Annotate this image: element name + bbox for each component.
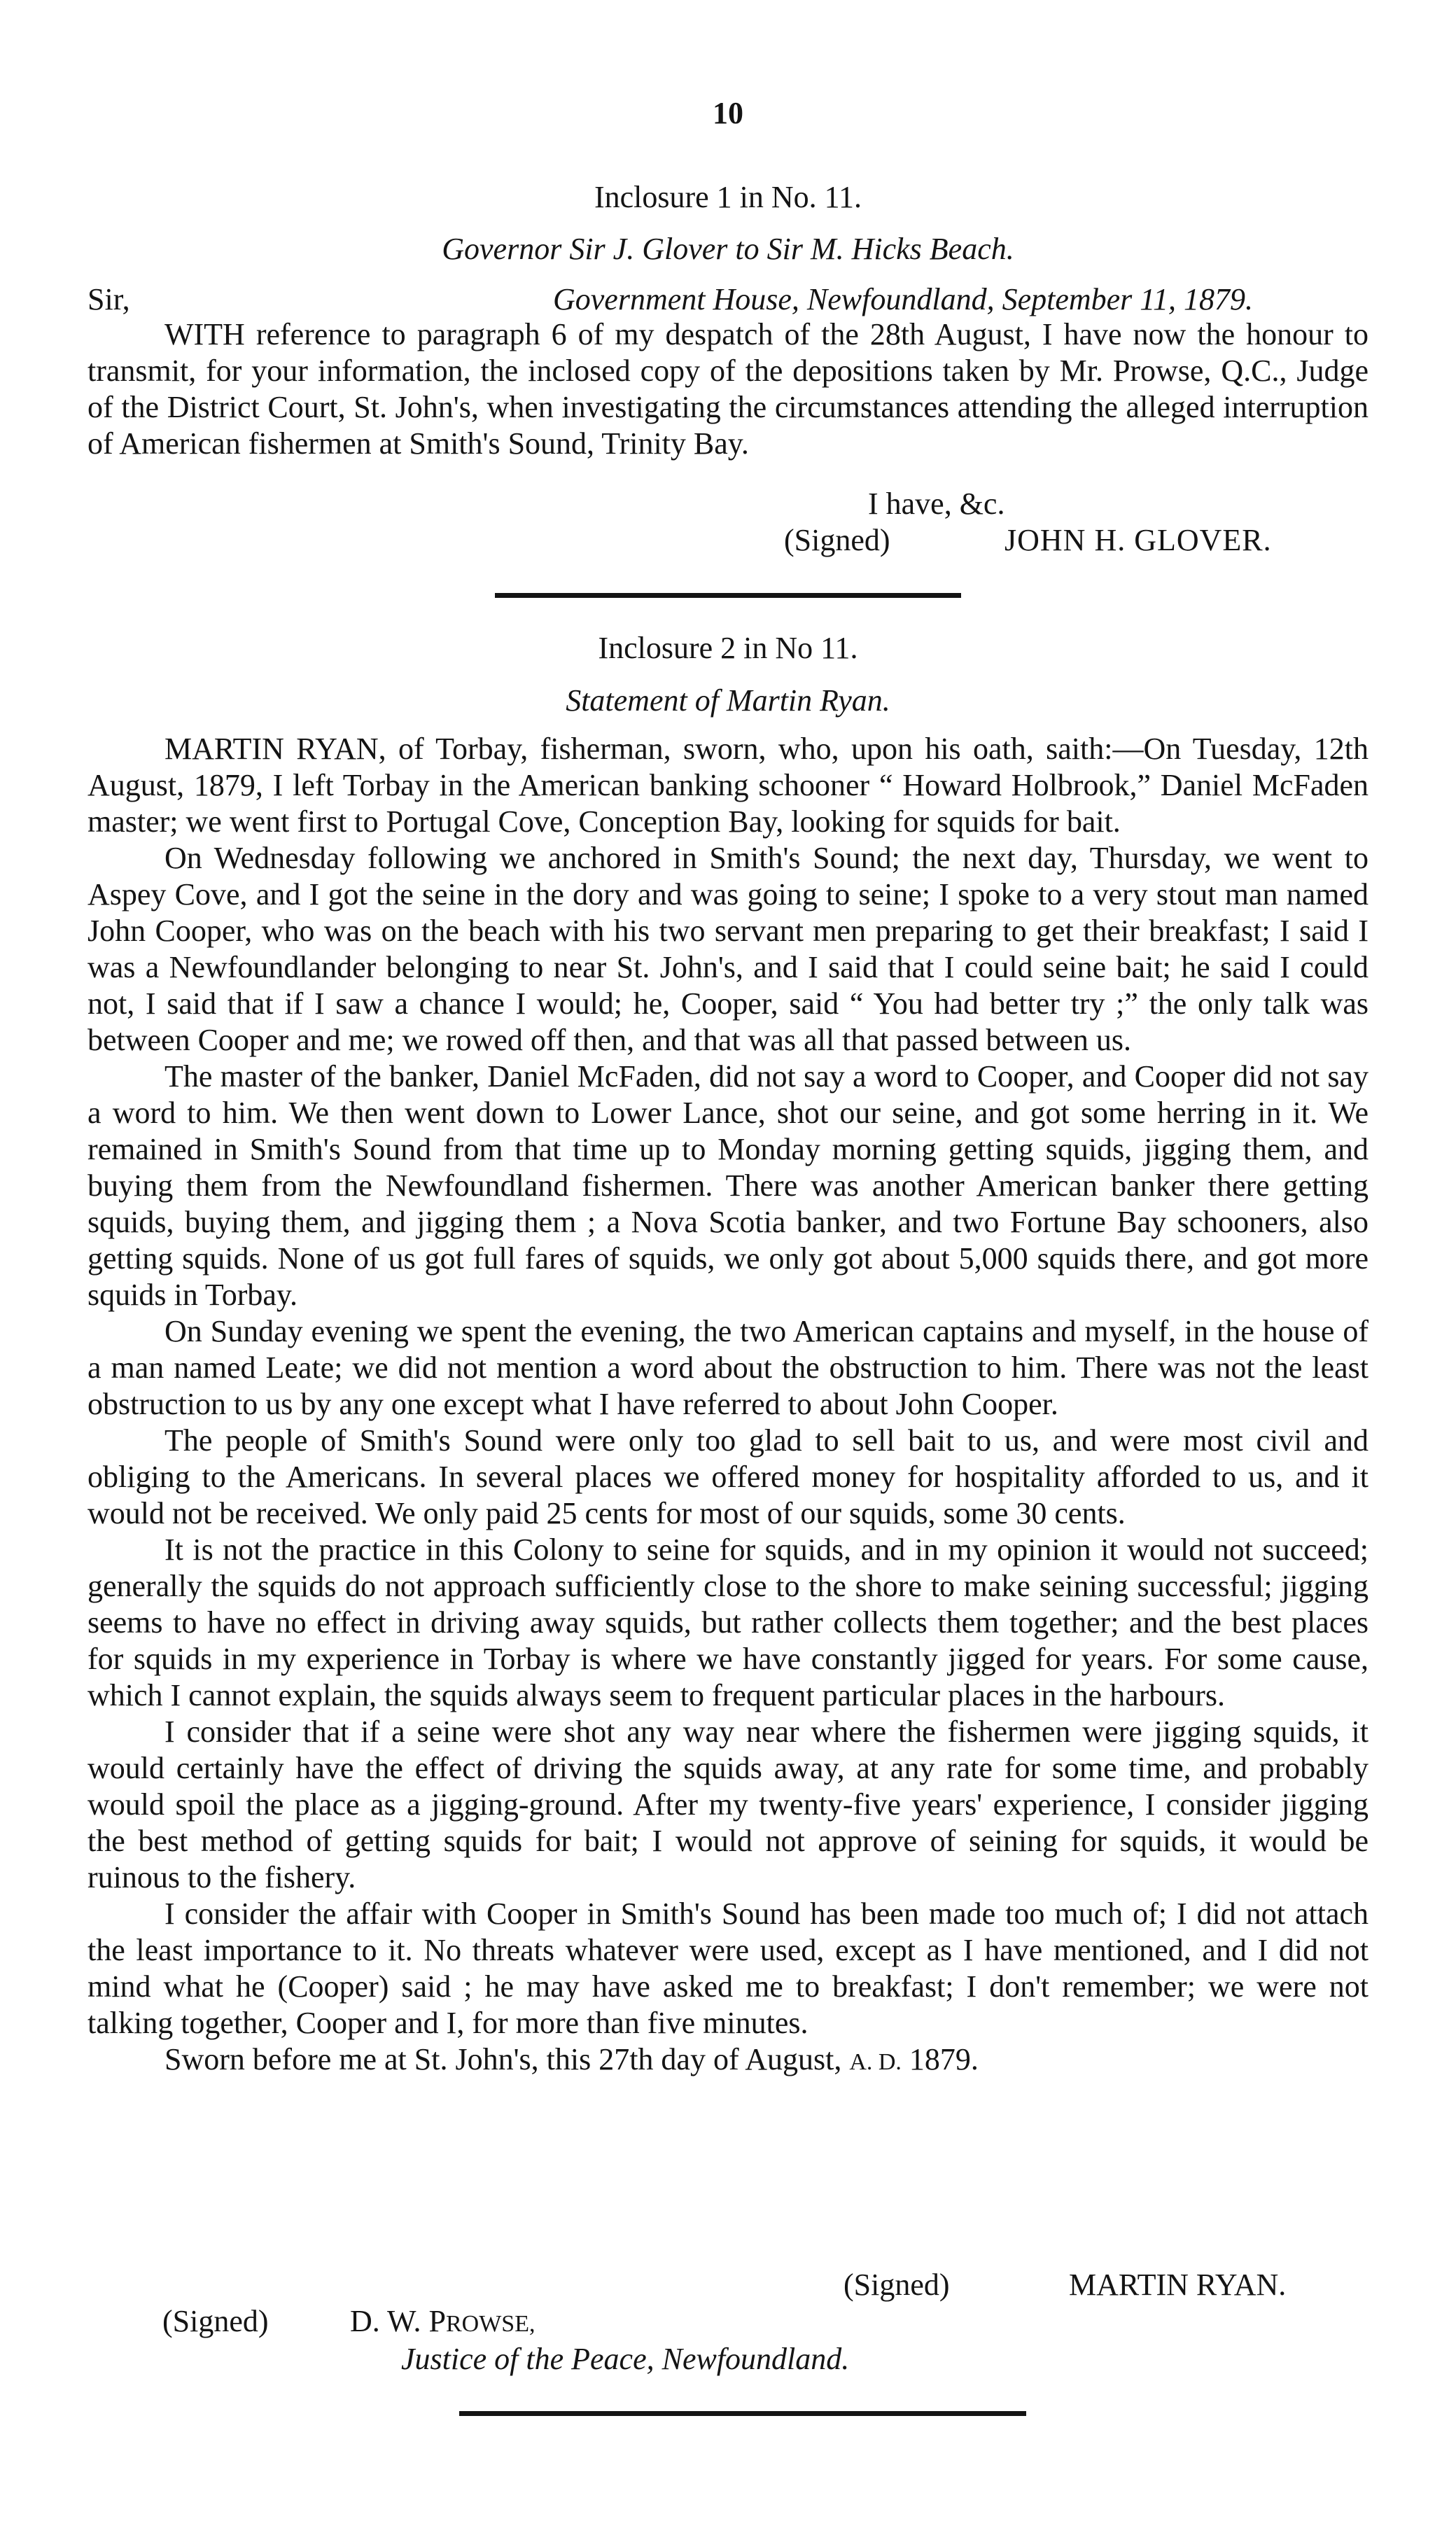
closing-rule	[459, 2411, 1026, 2416]
inclosure-2-heading: Inclosure 2 in No 11.	[598, 631, 858, 665]
sworn-ad: A. D.	[849, 2049, 902, 2075]
section-divider-rule	[495, 593, 961, 598]
sworn-line	[88, 2041, 1368, 2081]
sworn-text: Sworn before me at St. John's, this 27th day of August,	[164, 2042, 842, 2076]
sworn-year: 1879.	[909, 2042, 979, 2076]
inclosure-2-subheading: Statement of Martin Ryan.	[566, 683, 890, 718]
statement-signer: MARTIN RYAN.	[1069, 2268, 1287, 2302]
closing: I have, &c.	[868, 487, 1005, 521]
statement-paragraph: I consider the affair with Cooper in Smith's Sound has been made too much of; I did not attach the least importance to it. No threats whatever were used, except as I have mentioned, and I did not mind what he (Cooper) said ; he may have asked me to breakfast; I don't remember; we were not talking together, Cooper and I, for more than five minutes.	[88, 1897, 1368, 2040]
witness-signed-label: (Signed)	[162, 2304, 269, 2338]
dateline: Government House, Newfoundland, September 11, 1879.	[553, 282, 1254, 316]
statement-paragraph: It is not the practice in this Colony to seine for squids, and in my opinion it would not succeed; generally the squids do not approach sufficiently close to the shore to make seining successful; jigging seems to have no effect in driving away squids, but rather collects them together; and the best places for squids in my experience in Torbay is where we have constantly jigged for years. For some cause, which I cannot explain, the squids always seem to frequent particular places in the harbours.	[88, 1532, 1368, 1712]
statement-paragraph: The master of the banker, Daniel McFaden, did not say a word to Cooper, and Cooper did not say a word to him. We then went down to Lower Lance, shot our seine, and got some herring in it. We remained in Smith's Sound from that time up to Monday morning getting squids, jigging them, and buying them from the Newfoundland fishermen. There was another American banker there getting squids, buying them, and jigging them ; a Nova Scotia banker, and two Fortune Bay schooners, also getting squids. None of us got full fares of squids, we only got about 5,000 squids there, and got more squids in Torbay.	[88, 1059, 1368, 1312]
statement-paragraph: On Wednesday following we anchored in Smith's Sound; the next day, Thursday, we went to Aspey Cove, and I got the seine in the dory and was going to seine; I spoke to a very stout man named John Cooper, who was on the beach with his two servant men preparing to get their breakfast; I said I was a Newfoundlander belonging to near St. John's, and I said that I could seine bait; he said I could not, I said that if I saw a chance I would; he, Cooper, said “ You had better try ;” the only talk was between Cooper and me; we rowed off then, and that was all that passed between us.	[88, 841, 1368, 1057]
statement-paragraph: The people of Smith's Sound were only too glad to sell bait to us, and were most civil and obliging to the Americans. In several places we offered money for hospitality afforded to us, and it would not be received. We only paid 25 cents for most of our squids, some 30 cents.	[88, 1423, 1368, 1530]
statement-paragraph: On Sunday evening we spent the evening, the two American captains and myself, in the house of a man named Leate; we did not mention a word about the obstruction to him. There was not the least obstruction to us by any one except what I have referred to about John Cooper.	[88, 1314, 1368, 1421]
witness-title: Justice of the Peace, Newfoundland.	[401, 2342, 850, 2376]
salutation: Sir,	[88, 282, 130, 316]
body-paragraph: WITH reference to paragraph 6 of my despatch of the 28th August, I have now the honour to transmit, for your information, the inclosed copy of the depositions taken by Mr. Prowse, Q.C., Judge of the District Court, St. John's, when investigating the circumstances attending the alleged interruption of American fishermen at Smith's Sound, Trinity Bay.	[88, 317, 1368, 461]
inclosure-1-heading: Inclosure 1 in No. 11.	[594, 180, 862, 214]
signed-label: (Signed)	[784, 523, 890, 557]
inclosure-1-subheading: Governor Sir J. Glover to Sir M. Hicks Beach.	[442, 232, 1014, 266]
statement-body	[88, 731, 1368, 2081]
inclosure-1-body	[88, 316, 1368, 462]
witness-initials: D. W.	[350, 2304, 421, 2338]
page-number: 10	[713, 96, 743, 130]
signer-name: JOHN H. GLOVER.	[1004, 523, 1272, 557]
witness-name	[350, 2303, 535, 2339]
witness-surname-initial: P	[428, 2304, 446, 2338]
witness-surname-rest: ROWSE,	[445, 2311, 536, 2337]
statement-signed-label: (Signed)	[844, 2268, 950, 2302]
statement-paragraph: I consider that if a seine were shot any way near where the fishermen were jigging squids, it would certainly have the effect of driving the squids away, at any rate for some time, and probably would spoil the place as a jigging-ground. After my twenty-five years' experience, I consider jigging the best method of getting squids for bait; I would not approve of seining for squids, it would be ruinous to the fishery.	[88, 1715, 1368, 1894]
statement-paragraph: MARTIN RYAN, of Torbay, fisherman, sworn, who, upon his oath, saith:—On Tuesday, 12th August, 1879, I left Torbay in the American banking schooner “ Howard Holbrook,” Daniel McFaden master; we went first to Portugal Cove, Conception Bay, looking for squids for bait.	[88, 732, 1368, 839]
